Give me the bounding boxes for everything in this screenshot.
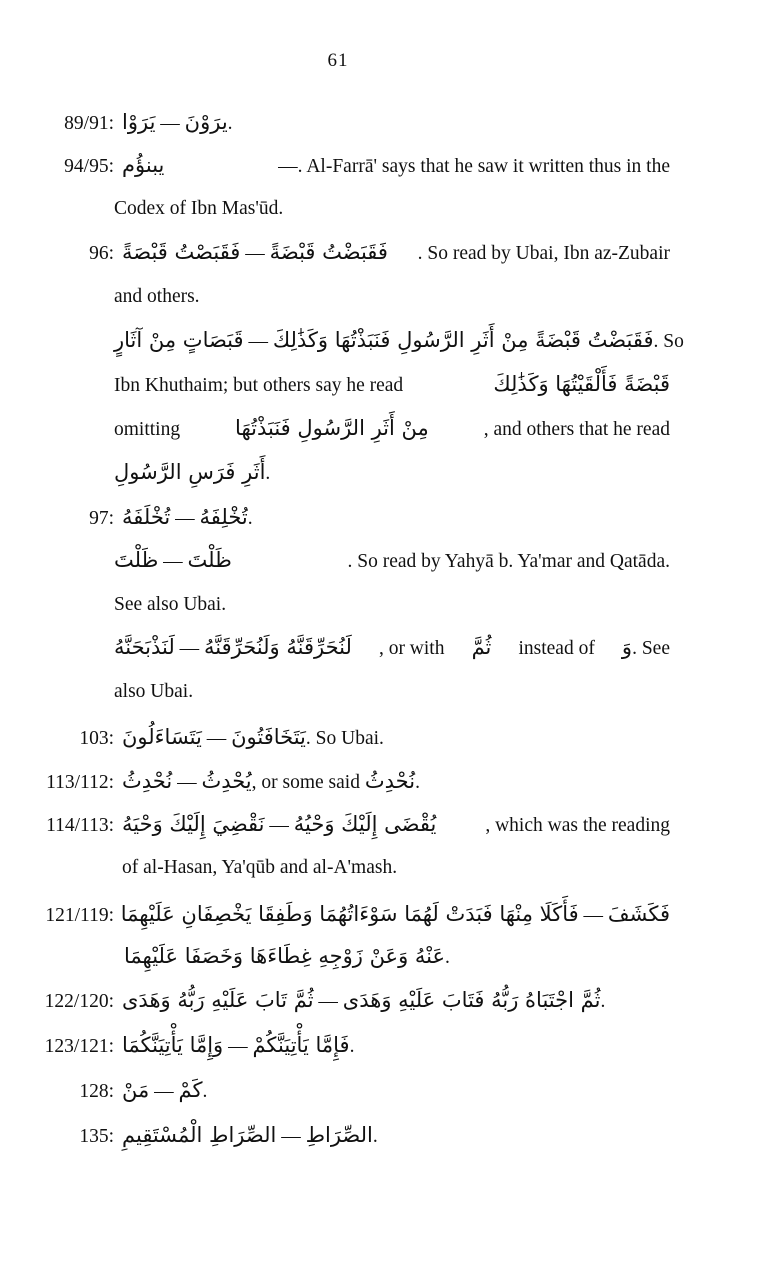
standard-reading: فَأَكَلَا مِنْهَا فَبَدَتْ لَهُمَا سَوْءَاتُهُمَا وَطَفِقَا يَخْصِفَانِ عَلَيْهِمَا bbox=[120, 902, 579, 926]
entry-text: omitting bbox=[114, 419, 181, 440]
standard-reading: فَقَبَضْتُ قَبْضَةً bbox=[269, 240, 388, 264]
entry-97-sub2: لَنَذْبَحَنَّهُ — لَنُحَرِّقَنَّهُ وَلَنُحَرِّقَنَّهُ , or with ثُمَّ instead of وَ . See bbox=[114, 632, 670, 664]
arabic-continuation: عَنْهُ وَعَنْ زَوْجِهِ غِطَاءَهَا وَخَصَفَا عَلَيْهِمَا bbox=[124, 944, 446, 968]
entry-113-112: 113/112: نُحْدِثُ — يُحْدِثُ , or some said نُحْدِثُ . bbox=[30, 766, 420, 798]
standard-reading: لَنُحَرِّقَنَّهُ وَلَنُحَرِّقَنَّهُ bbox=[204, 635, 352, 659]
entry-text: , or with bbox=[378, 638, 445, 659]
entry-text: Ibn Khuthaim; but others say he read bbox=[114, 375, 404, 396]
variant-reading: ظَلْتَ bbox=[114, 548, 159, 572]
variant-reading: تُخْلَفَهُ bbox=[122, 505, 171, 529]
verse-ref: 128: bbox=[79, 1081, 114, 1102]
entry-continuation: and others. bbox=[114, 286, 200, 307]
verse-ref: 135: bbox=[79, 1126, 114, 1147]
variant-reading: يبنؤُم bbox=[122, 153, 165, 177]
variant-reading: قَبَصَاتٍ مِنْ آثَارٍ bbox=[114, 328, 244, 352]
entry-text: . So read by Ubai, Ibn az-Zubair bbox=[417, 243, 670, 264]
entry-text: —. Al-Farrā' says that he saw it written thus in the bbox=[278, 156, 670, 177]
entry-97: 97: تُخْلَفَهُ — تُخْلِفَهُ . bbox=[40, 502, 253, 534]
entry-continuation: Codex of Ibn Mas'ūd. bbox=[114, 198, 284, 219]
standard-reading: كَمْ bbox=[178, 1078, 203, 1102]
entry-96-line4: أَثَرِ فَرَسِ الرَّسُولِ . bbox=[114, 457, 270, 489]
standard-reading: فَقَبَضْتُ قَبْضَةً مِنْ أَثَرِ الرَّسُولِ فَنَبَذْتُهَا وَكَذَٰلِكَ bbox=[272, 328, 654, 352]
arabic-word: ثُمَّ bbox=[471, 635, 492, 659]
standard-reading: ظَلْتَ bbox=[187, 548, 232, 572]
entry-96-line3 bbox=[114, 413, 670, 445]
standard-reading: يَتَخَافَتُونَ bbox=[231, 725, 306, 749]
page-number: 61 bbox=[327, 50, 349, 71]
standard-reading: الصِّرَاطِ bbox=[305, 1123, 373, 1147]
entry-continuation: also Ubai. bbox=[114, 681, 194, 702]
arabic-phrase: أَثَرِ فَرَسِ الرَّسُولِ bbox=[114, 460, 266, 484]
entry-94-95 bbox=[40, 150, 670, 182]
entry-123-121: 123/121: وَإِمَّا يَأْتِيَنَّكُمَا — فَإِمَّا يَأْتِيَنَّكُمْ . bbox=[30, 1030, 354, 1062]
verse-ref: 96: bbox=[89, 243, 114, 264]
verse-ref: 123/121: bbox=[44, 1036, 114, 1057]
entry-114-113: 114/113: نَقْضِيَ إِلَيْكَ وَحْيَهُ — يُقْضَى إِلَيْكَ وَحْيُهُ , which was the reading bbox=[30, 809, 670, 841]
entry-text: , and others that he read bbox=[483, 419, 670, 440]
verse-ref: 121/119: bbox=[45, 905, 114, 926]
entry-128: 128: مَنْ — كَمْ . bbox=[40, 1075, 207, 1107]
standard-reading: يرَوْنَ bbox=[184, 110, 228, 134]
standard-reading: ثُمَّ اجْتَبَاهُ رَبُّهُ فَتَابَ عَلَيْهِ وَهَدَى bbox=[342, 988, 601, 1012]
verse-ref: 103: bbox=[79, 728, 114, 749]
variant-reading: مَنْ bbox=[122, 1078, 150, 1102]
variant-reading: فَكَشَفَ bbox=[607, 902, 670, 926]
entry-text: . So bbox=[653, 331, 684, 352]
entry-text: . So read by Yahyā b. Ya'mar and Qatāda. bbox=[347, 551, 670, 572]
variant-reading: فَقَبَصْتُ قَبْصَةً bbox=[122, 240, 241, 264]
arabic-word: وَ bbox=[621, 635, 633, 659]
verse-ref: 89/91: bbox=[64, 113, 114, 134]
variant-reading: نَقْضِيَ إِلَيْكَ وَحْيَهُ bbox=[122, 812, 265, 836]
entry-96: 96: فَقَبَصْتُ قَبْصَةً — فَقَبَضْتُ قَبْضَةً . So read by Ubai, Ibn az-Zubair bbox=[40, 237, 670, 269]
verse-ref: 97: bbox=[89, 508, 114, 529]
entry-continuation: See also Ubai. bbox=[114, 594, 227, 615]
verse-ref: 113/112: bbox=[46, 772, 114, 793]
variant-reading: ثُمَّ تَابَ عَلَيْهِ رَبُّهُ وَهَدَى bbox=[122, 988, 314, 1012]
standard-reading: تُخْلِفَهُ bbox=[199, 505, 248, 529]
entry-103: 103: يَتَسَاءَلُونَ — يَتَخَافَتُونَ . So Ubai. bbox=[40, 722, 384, 754]
entry-text: , which was the reading bbox=[485, 815, 670, 836]
variant-reading: لَنَذْبَحَنَّهُ bbox=[114, 635, 175, 659]
verse-ref: 122/120: bbox=[44, 991, 114, 1012]
entry-text: instead of bbox=[518, 638, 595, 659]
verse-ref: 94/95: bbox=[64, 156, 114, 177]
standard-reading: يُقْضَى إِلَيْكَ وَحْيُهُ bbox=[293, 812, 437, 836]
variant-reading: يَرَوْا bbox=[122, 110, 156, 134]
standard-reading: فَإِمَّا يَأْتِيَنَّكُمْ bbox=[252, 1033, 350, 1057]
entry-121-119: 121/119: فَأَكَلَا مِنْهَا فَبَدَتْ لَهُمَا سَوْءَاتُهُمَا وَطَفِقَا يَخْصِفَانِ عَلَيْهِمَا — فَكَشَفَ bbox=[30, 899, 670, 931]
entry-96-sub: قَبَصَاتٍ مِنْ آثَارٍ — فَقَبَضْتُ قَبْضَةً مِنْ أَثَرِ الرَّسُولِ فَنَبَذْتُهَا وَكَذَٰلِكَ . So bbox=[114, 325, 670, 357]
dash: — bbox=[160, 113, 180, 134]
verse-ref: 114/113: bbox=[46, 815, 114, 836]
arabic-word: نُحْدِثُ bbox=[364, 769, 416, 793]
variant-reading: يَتَسَاءَلُونَ bbox=[122, 725, 202, 749]
entry-121-line2: عَنْهُ وَعَنْ زَوْجِهِ غِطَاءَهَا وَخَصَفَا عَلَيْهِمَا . bbox=[124, 941, 450, 973]
entry-continuation: of al-Hasan, Ya'qūb and al-A'mash. bbox=[122, 857, 398, 878]
variant-reading: الصِّرَاطِ الْمُسْتَقِيمِ bbox=[122, 1123, 277, 1147]
arabic-phrase: قَبْضَةً فَأَلْقَيْتُهَا وَكَذَٰلِكَ bbox=[493, 372, 670, 396]
entry-122-120: 122/120: ثُمَّ تَابَ عَلَيْهِ رَبُّهُ وَهَدَى — ثُمَّ اجْتَبَاهُ رَبُّهُ فَتَابَ عَلَيْهِ وَهَدَى . bbox=[30, 985, 605, 1017]
arabic-phrase: مِنْ أَثَرِ الرَّسُولِ فَنَبَذْتُهَا bbox=[235, 416, 429, 440]
entry-97-sub: ظَلْتَ — ظَلْتَ . So read by Yahyā b. Ya'mar and Qatāda. bbox=[114, 545, 670, 577]
standard-reading: يُحْدِثُ bbox=[201, 769, 252, 793]
entry-89-91: 89/91: يَرَوْا — يرَوْنَ . bbox=[40, 107, 233, 139]
variant-reading: نُحْدِثُ bbox=[122, 769, 173, 793]
entry-135: 135: الصِّرَاطِ الْمُسْتَقِيمِ — الصِّرَاطِ . bbox=[40, 1120, 378, 1152]
variant-reading: وَإِمَّا يَأْتِيَنَّكُمَا bbox=[122, 1033, 224, 1057]
entry-96-line2 bbox=[114, 369, 670, 401]
